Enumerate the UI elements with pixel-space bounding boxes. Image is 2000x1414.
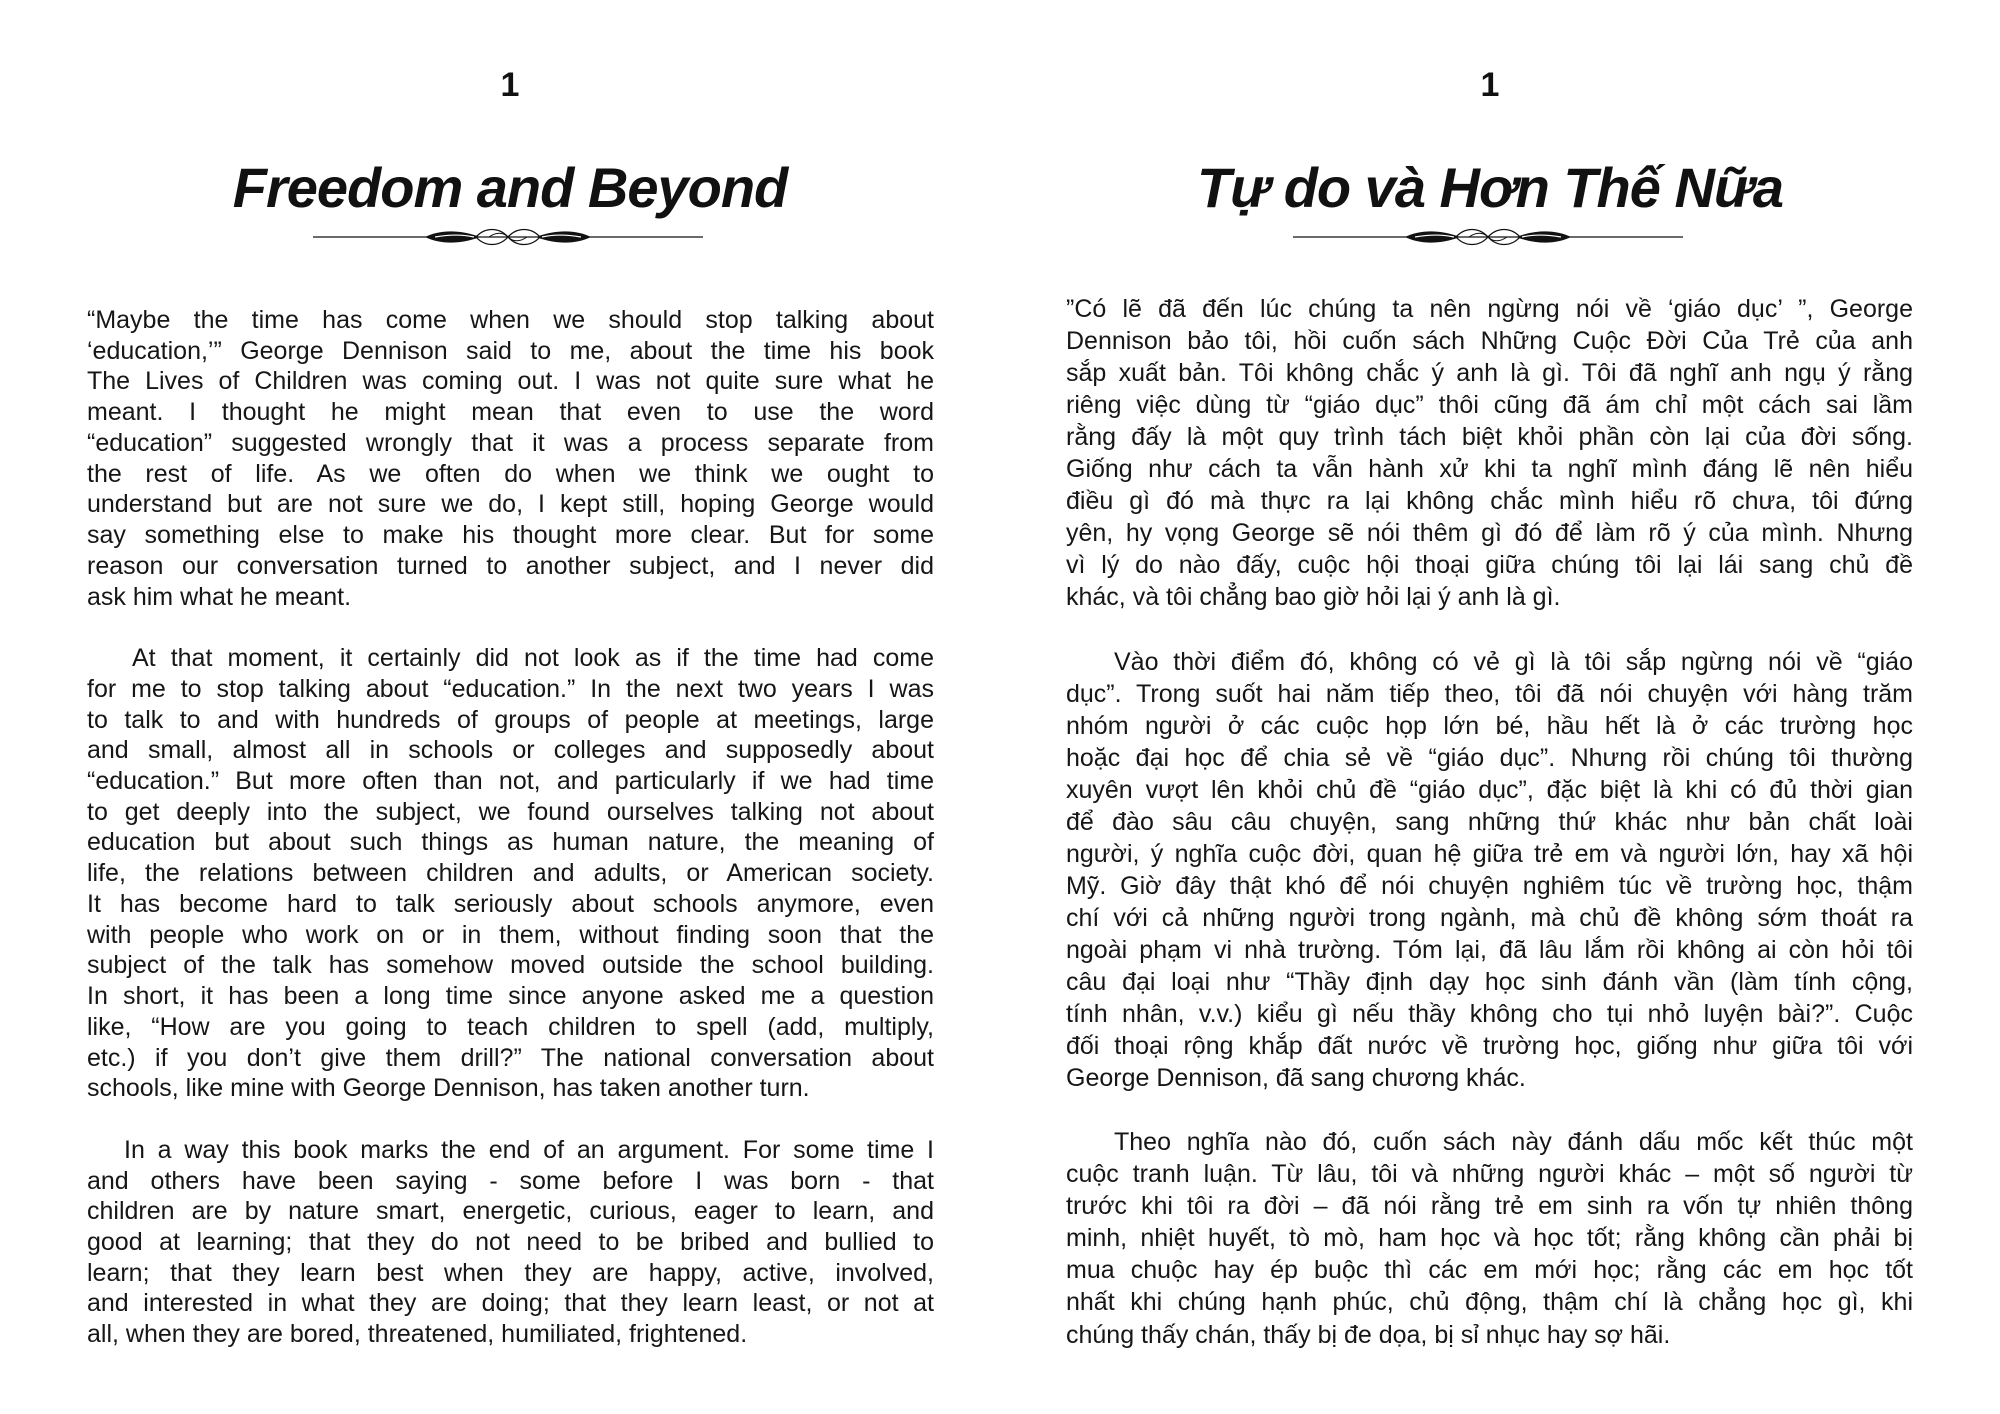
text-line: understand but are not sure we do, I kept still, hoping George would [87,490,934,519]
text-line: life, the relations between children and adults, or American society. [87,859,934,888]
text-line: and interested in what they are doing; that they learn least, or not at [87,1289,934,1318]
text-line: meant. I thought he might mean that even to use the word [87,398,934,427]
page-number: 1 [500,66,520,104]
text-line: vì lý do nào đấy, cuộc hội thoại giữa chúng tôi lại lái sang chủ đề [1066,551,1913,580]
text-line: minh, nhiệt huyết, tò mò, ham học và học tốt; rằng không cần phải bị [1066,1224,1913,1253]
text-line: like, “How are you going to teach children to spell (add, multiply, [87,1012,934,1041]
chapter-title: Freedom and Beyond [232,156,788,219]
text-line: hoặc đại học để chia sẻ về “giáo dục”. Nhưng rồi chúng tôi thường [1066,743,1913,772]
text-line: It has become hard to talk seriously about schools anymore, even [87,889,934,918]
text-line: chúng thấy chán, thấy bị đe dọa, bị sỉ nhục hay sợ hãi. [1066,1320,1671,1349]
body-paragraph [87,305,934,612]
text-line: dục”. Trong suốt hai năm tiếp theo, tôi đã nói chuyện với hàng trăm [1066,679,1913,708]
text-line: At that moment, it certainly did not look as if the time had come [132,644,934,673]
text-line: good at learning; that they do not need to be bribed and bullied to [87,1228,934,1256]
body-text-vietnamese [1066,293,1913,1351]
text-line: the rest of life. As we often do when we think we ought to [87,459,934,488]
text-line: In a way this book marks the end of an argument. For some time I [124,1135,934,1164]
text-line: tính nhân, v.v.) kiểu gì nếu thầy không cho tụi nhỏ luyện bài?”. Cuộc [1066,1000,1913,1029]
text-line: rằng đấy là một quy trình tách biệt khỏi phần còn lại của đời sống. [1066,423,1913,452]
body-text-english [87,305,934,1350]
text-line: reason our conversation turned to another subject, and I never did [87,551,934,580]
title-ornament [313,225,703,249]
text-line: khác, và tôi chẳng bao giờ hỏi lại ý anh là gì. [1066,583,1561,612]
text-line: “education” suggested wrongly that it was a process separate from [87,428,934,457]
text-line: câu đại loại như “Thầy định dạy học sinh đánh vần (làm tính cộng, [1066,967,1913,996]
text-line: cuộc tranh luận. Từ lâu, tôi và những người khác – một số người từ [1066,1160,1913,1189]
text-line: xuyên vượt lên khỏi chủ đề “giáo dục”, đặc biệt là khi có đủ thời gian [1066,775,1913,804]
text-line: In short, it has been a long time since anyone asked me a question [87,982,934,1011]
text-line: yên, hy vọng George sẽ nói thêm gì đó để làm rõ ý của mình. Nhưng [1066,519,1913,548]
text-line: George Dennison, đã sang chương khác. [1066,1064,1526,1093]
text-line: subject of the talk has somehow moved outside the school building. [87,951,934,980]
text-line: learn; that they learn best when they are happy, active, involved, [87,1258,934,1287]
text-line: children are by nature smart, energetic, curious, eager to learn, and [87,1197,934,1226]
text-line: Theo nghĩa nào đó, cuốn sách này đánh dấu mốc kết thúc một [1114,1128,1913,1157]
text-line: with people who work on or in them, without finding soon that the [87,920,934,949]
text-line: mua chuộc hay ép buộc thì các em mới học; rằng các em học tốt [1066,1256,1913,1285]
text-line: “education.” But more often than not, and particularly if we had time [87,767,934,795]
title-ornament [1293,225,1683,249]
text-line: sắp xuất bản. Tôi không chắc ý anh là gì. Tôi đã nghĩ anh ngụ ý rằng [1066,359,1913,388]
text-line: nhóm người ở các cuộc họp lớn bé, hầu hết là ở các trường học [1066,711,1913,740]
text-line: Vào thời điểm đó, không có vẻ gì là tôi sắp ngừng nói về “giáo [1114,647,1913,676]
text-line: nhất khi chúng hạnh phúc, chủ động, thậm chí là chẳng học gì, khi [1066,1288,1913,1317]
text-line: ask him what he meant. [87,582,352,611]
chapter-title: Tự do và Hơn Thế Nữa [1196,156,1784,219]
text-line: for me to stop talking about “education.” In the next two years I was [87,674,934,703]
text-line: schools, like mine with George Dennison, has taken another turn. [87,1074,810,1103]
text-line: all, when they are bored, threatened, humiliated, frightened. [87,1320,748,1349]
text-line: người, ý nghĩa cuộc đời, quan hệ giữa trẻ em và người lớn, hay xã hội [1066,839,1913,868]
text-line: to get deeply into the subject, we found ourselves talking not about [87,797,934,826]
text-line: education but about such things as human nature, the meaning of [87,828,934,857]
text-line: Dennison bảo tôi, hồi cuốn sách Những Cuộc Đời Của Trẻ của anh [1066,327,1913,356]
body-paragraph [87,1135,934,1350]
body-paragraph [1066,1126,1913,1350]
text-line: say something else to make his thought more clear. But for some [87,521,934,550]
text-line: and small, almost all in schools or colleges and supposedly about [87,736,934,765]
text-line: điều gì đó mà thực ra lại không chắc mình hiểu rõ chưa, tôi đứng [1066,487,1913,516]
text-line: etc.) if you don’t give them drill?” The national conversation about [87,1043,934,1072]
body-paragraph [1066,646,1913,1095]
text-line: The Lives of Children was coming out. I was not quite sure what he [87,367,934,396]
text-line: Mỹ. Giờ đây thật khó để nói chuyện nghiêm túc về trường học, thậm [1066,871,1913,900]
text-line: to talk to and with hundreds of groups of people at meetings, large [87,705,934,734]
text-line: riêng việc dùng từ “giáo dục” thôi cũng đã ám chỉ một cách sai lầm [1066,391,1913,420]
text-line: Giống như cách ta vẫn hành xử khi ta nghĩ mình đáng lẽ nên hiểu [1066,455,1913,484]
body-paragraph [1066,293,1913,613]
text-line: ”Có lẽ đã đến lúc chúng ta nên ngừng nói về ‘giáo dục’ ”, George [1066,295,1913,323]
text-line: ‘education,’” George Dennison said to me, about the time his book [87,336,934,365]
body-paragraph [87,643,934,1104]
text-line: ngoài phạm vi nhà trường. Tóm lại, đã lâu lắm rồi không ai còn hỏi tôi [1066,935,1913,964]
text-line: chí với cả những người trong ngành, mà chủ đề không sớm thoát ra [1066,903,1913,932]
text-line: trước khi tôi ra đời – đã nói rằng trẻ em sinh ra vốn tự nhiên thông [1066,1192,1913,1221]
page-number: 1 [1480,66,1500,104]
text-line: đối thoại rộng khắp đất nước về trường học, giống như giữa tôi với [1066,1032,1913,1061]
text-line: để đào sâu câu chuyện, sang những thứ khác như bản chất loài [1066,807,1913,836]
text-line: “Maybe the time has come when we should stop talking about [87,306,934,334]
text-line: and others have been saying - some before I was born - that [87,1166,934,1195]
